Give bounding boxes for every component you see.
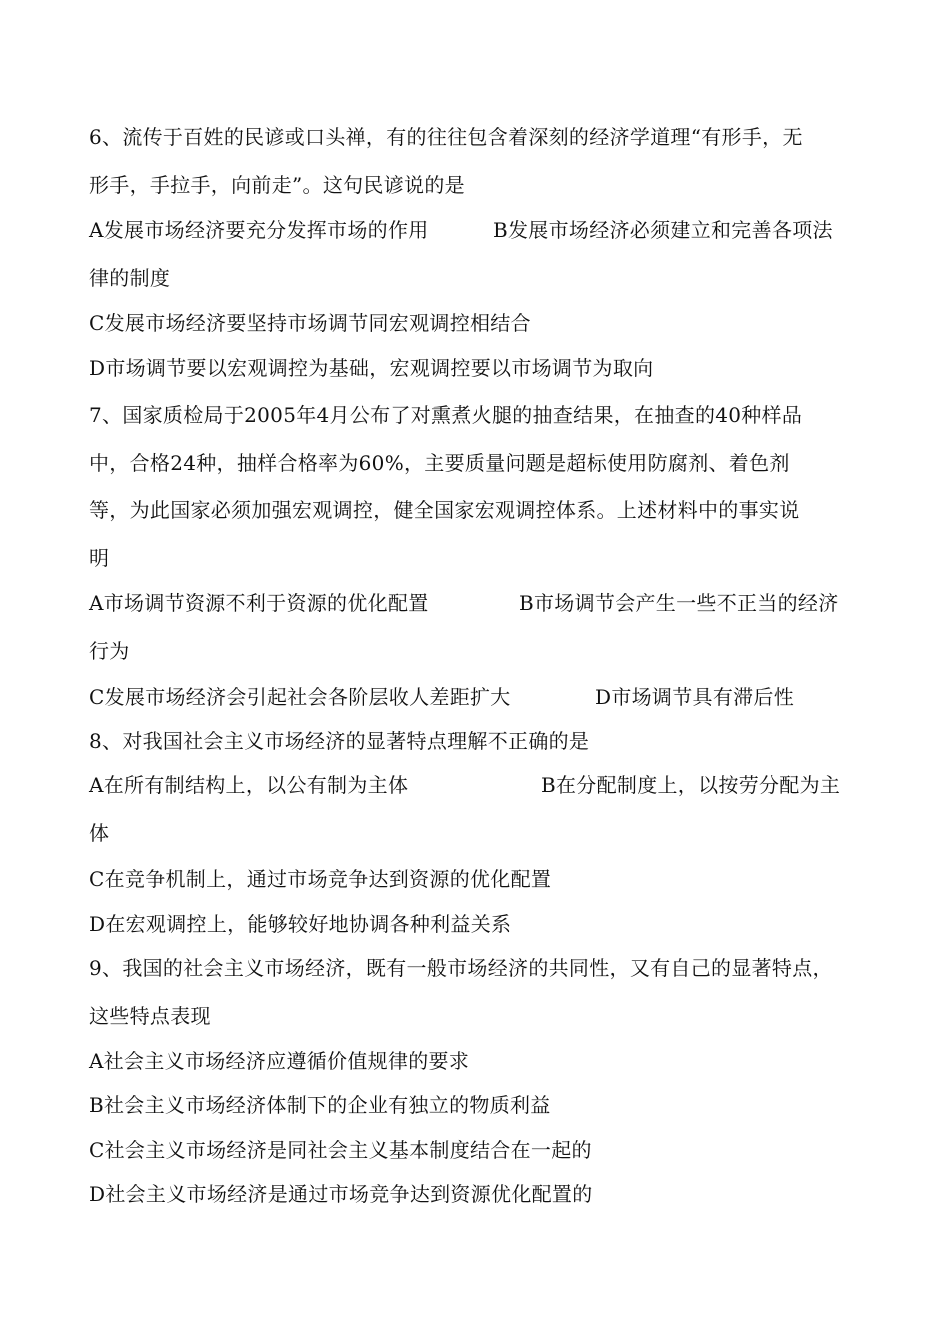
q6-option-d: D市场调节要以宏观调控为基础，宏观调控要以市场调节为取向 xyxy=(89,356,654,380)
q7-option-b-continued: 行为 xyxy=(89,639,130,663)
q8-option-b-continued: 体 xyxy=(89,821,110,845)
q8-option-d: D在宏观调控上，能够较好地协调各种利益关系 xyxy=(89,912,512,936)
q6-option-c: C发展市场经济要坚持市场调节同宏观调控相结合 xyxy=(89,311,531,335)
q7-option-a: A市场调节资源不利于资源的优化配置 xyxy=(89,591,429,615)
q9-option-d: D社会主义市场经济是通过市场竞争达到资源优化配置的 xyxy=(89,1182,593,1206)
q7-stem-line-4: 明 xyxy=(89,546,110,570)
q6-option-b-continued: 律的制度 xyxy=(89,266,171,290)
q7-option-d: D市场调节具有滞后性 xyxy=(595,685,795,709)
q7-stem-line-2: 中，合格24种，抽样合格率为60%，主要质量问题是超标使用防腐剂、着色剂 xyxy=(89,451,790,475)
q8-option-b: B在分配制度上，以按劳分配为主 xyxy=(541,773,841,797)
q9-stem-line-2: 这些特点表现 xyxy=(89,1004,211,1028)
q9-option-b: B社会主义市场经济体制下的企业有独立的物质利益 xyxy=(89,1093,551,1117)
q7-option-c: C发展市场经济会引起社会各阶层收人差距扩大 xyxy=(89,685,511,709)
q8-stem-line-1: 8、对我国社会主义市场经济的显著特点理解不正确的是 xyxy=(89,729,590,753)
q9-stem-line-1: 9、我国的社会主义市场经济，既有一般市场经济的共同性，又有自己的显著特点， xyxy=(89,956,833,980)
q6-stem-line-1: 6、流传于百姓的民谚或口头禅，有的往往包含着深刻的经济学道理“有形手，无 xyxy=(89,125,803,149)
q6-option-b: B发展市场经济必须建立和完善各项法 xyxy=(493,218,833,242)
q6-option-a: A发展市场经济要充分发挥市场的作用 xyxy=(89,218,429,242)
q9-option-a: A社会主义市场经济应遵循价值规律的要求 xyxy=(89,1049,470,1073)
q8-option-a: A在所有制结构上，以公有制为主体 xyxy=(89,773,409,797)
q7-option-b: B市场调节会产生一些不正当的经济 xyxy=(519,591,839,615)
q9-option-c: C社会主义市场经济是同社会主义基本制度结合在一起的 xyxy=(89,1138,592,1162)
q6-stem-line-2: 形手，手拉手，向前走”。这句民谚说的是 xyxy=(89,173,465,197)
q7-stem-line-3: 等，为此国家必须加强宏观调控，健全国家宏观调控体系。上述材料中的事实说 xyxy=(89,498,800,522)
q7-stem-line-1: 7、国家质检局于2005年4月公布了对熏煮火腿的抽查结果，在抽查的40种样品 xyxy=(89,403,803,427)
q8-option-c: C在竞争机制上，通过市场竞争达到资源的优化配置 xyxy=(89,867,552,891)
